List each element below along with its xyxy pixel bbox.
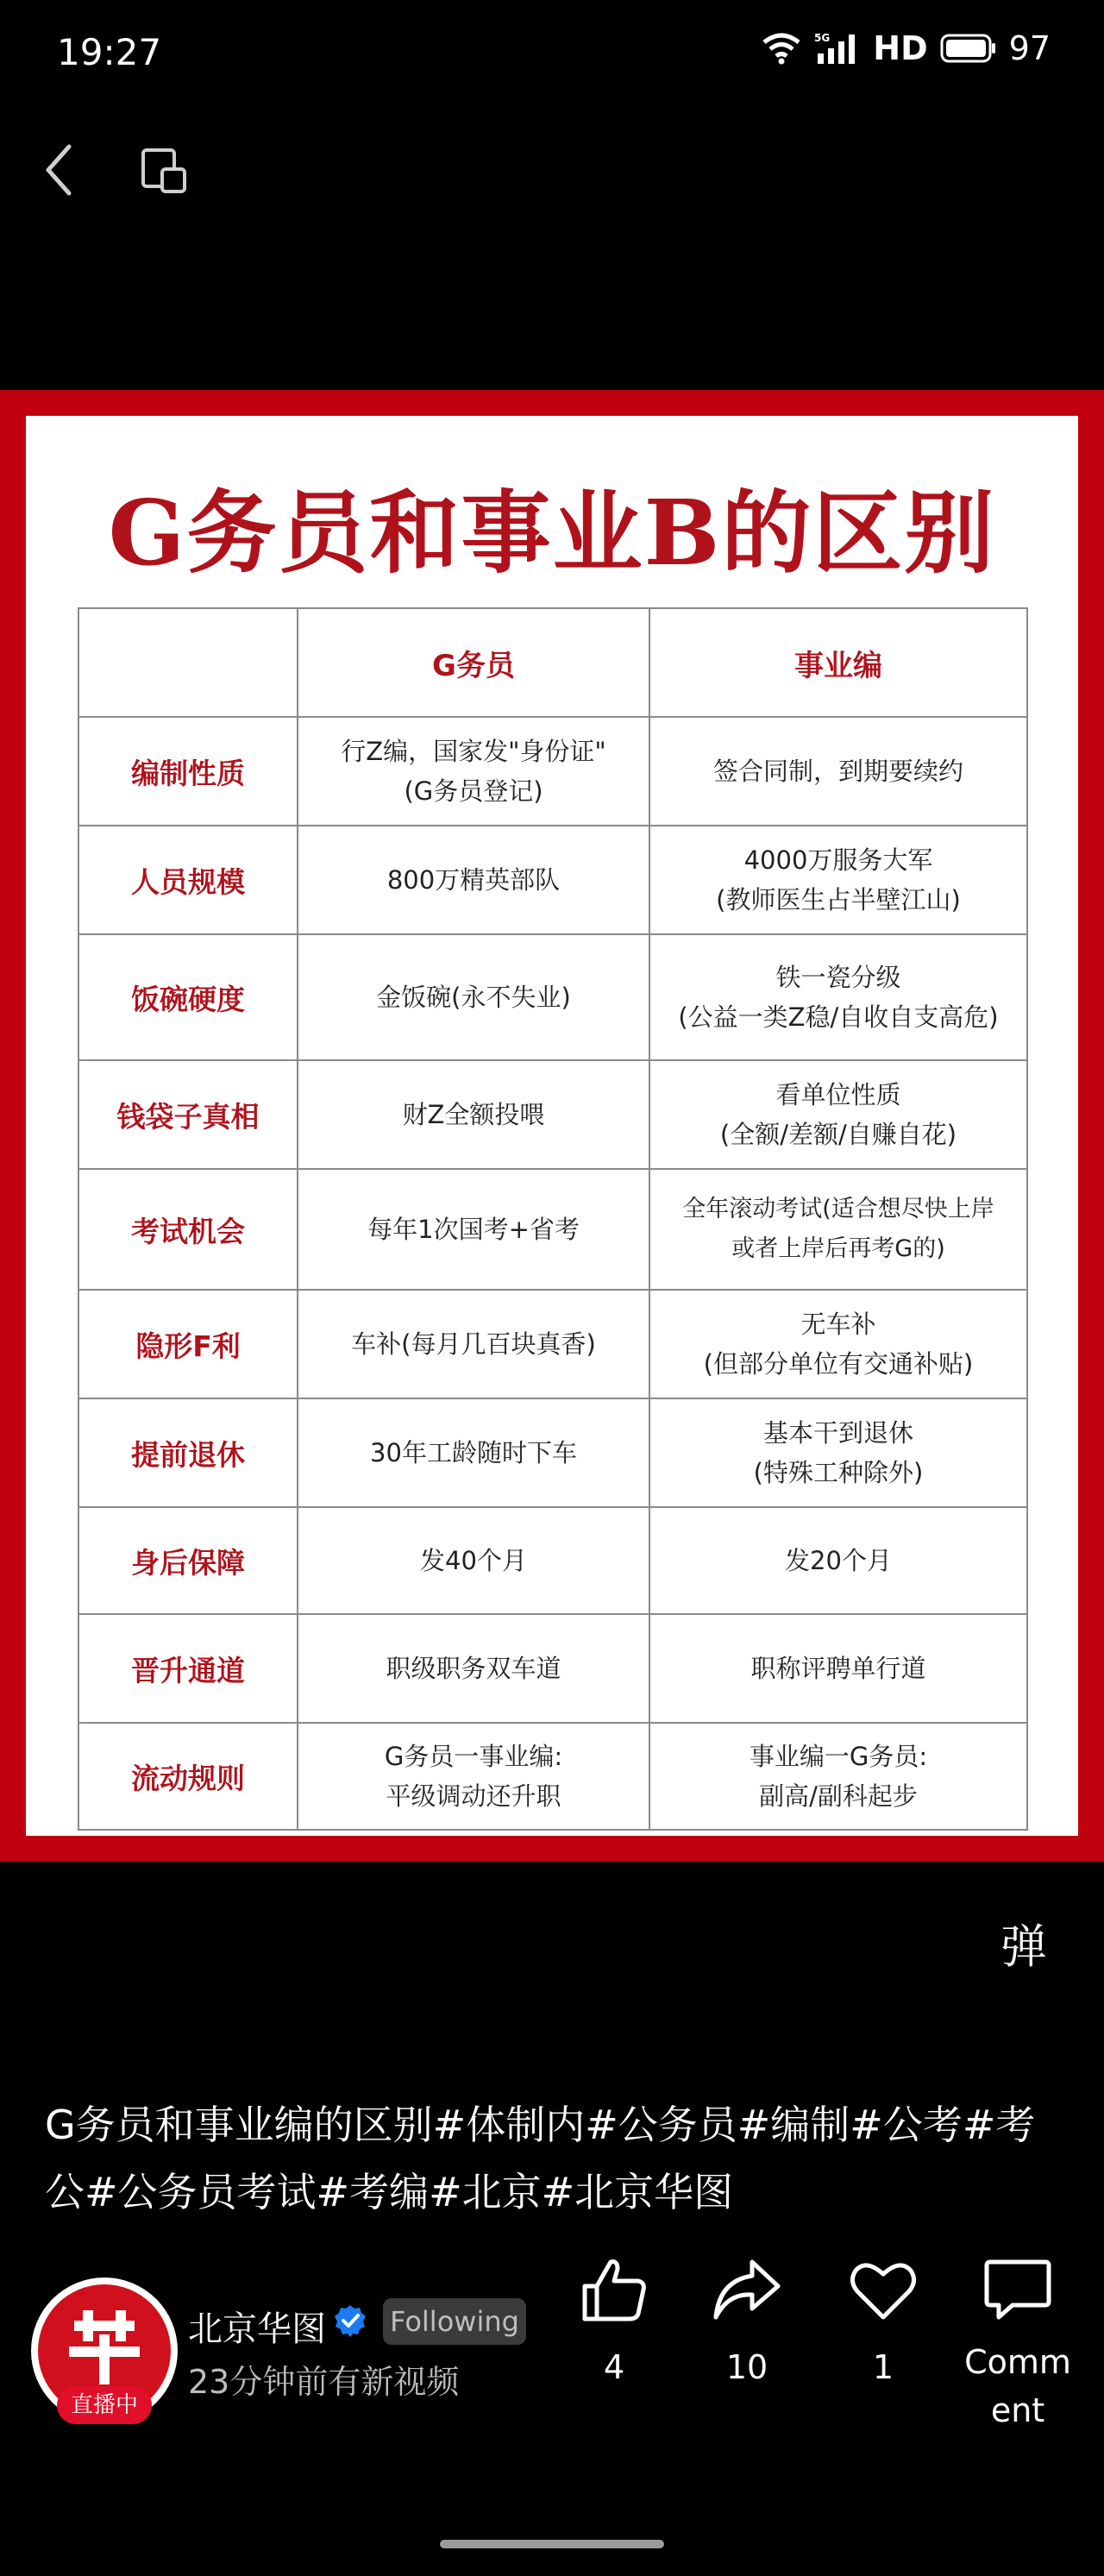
s-cell: 基本干到退休 (特殊工种除外): [649, 1398, 1027, 1507]
s-cell: 签合同制，到期要续约: [649, 717, 1027, 826]
g-cell: G务员一事业编: 平级调动还升职: [298, 1723, 649, 1830]
g-cell: 车补(每月几百块真香): [298, 1290, 649, 1398]
poster-card: [26, 416, 1078, 1836]
author-avatar[interactable]: [31, 2278, 178, 2424]
share-button[interactable]: [687, 2257, 807, 2386]
g-cell: 每年1次国考+省考: [298, 1169, 649, 1290]
row-label: 身后保障: [78, 1507, 298, 1614]
s-cell: 事业编一G务员: 副高/副科起步: [649, 1723, 1027, 1830]
row-label: 晋升通道: [78, 1614, 298, 1723]
home-indicator[interactable]: [440, 2540, 664, 2548]
g-cell: 职级职务双车道: [298, 1614, 649, 1723]
g-cell: 30年工龄随时下车: [298, 1398, 649, 1507]
share-arrow-icon: [712, 2257, 781, 2322]
signal-5g-icon: [814, 31, 861, 66]
table-row: [78, 934, 1027, 1060]
wifi-icon: [761, 32, 802, 65]
svg-text:5G: 5G: [814, 32, 831, 44]
author-update-note: 23分钟前有新视频: [188, 2363, 460, 2401]
row-label: 饭碗硬度: [78, 934, 298, 1060]
back-chevron-icon[interactable]: [34, 140, 86, 200]
table-row: [78, 1398, 1027, 1507]
share-count: 10: [725, 2348, 768, 2386]
status-icons: [761, 29, 1051, 67]
s-cell: 发20个月: [649, 1507, 1027, 1614]
s-cell: 4000万服务大军 (教师医生占半壁江山): [649, 826, 1027, 934]
comparison-table: [78, 607, 1028, 1831]
table-row: [78, 1614, 1027, 1723]
table-header-s: 事业编: [649, 608, 1027, 717]
table-row: [78, 1060, 1027, 1169]
video-poster[interactable]: [0, 390, 1104, 1862]
g-cell: 财Z全额投喂: [298, 1060, 649, 1169]
table-row: [78, 1169, 1027, 1290]
g-cell: 行Z编，国家发"身份证" (G务员登记): [298, 717, 649, 826]
huatu-logo-icon: [66, 2309, 143, 2386]
s-cell: 看单位性质 (全额/差额/自赚自花): [649, 1060, 1027, 1169]
comment-label: Comm ent: [964, 2343, 1071, 2429]
window-mode-icon[interactable]: [138, 145, 190, 197]
follow-button[interactable]: Following: [383, 2298, 526, 2345]
author-name[interactable]: 北京华图: [188, 2309, 326, 2349]
comment-bubble-icon: [983, 2257, 1052, 2322]
row-label: 考试机会: [78, 1169, 298, 1290]
battery-icon: [940, 33, 997, 64]
row-label: 钱袋子真相: [78, 1060, 298, 1169]
g-cell: 800万精英部队: [298, 826, 649, 934]
status-bar: [0, 0, 1104, 104]
table-row: [78, 826, 1027, 934]
thumbs-up-icon: [580, 2257, 649, 2322]
s-cell: 全年滚动考试(适合想尽快上岸 或者上岸后再考G的): [649, 1169, 1027, 1290]
comment-button[interactable]: [957, 2257, 1078, 2435]
table-row: [78, 717, 1027, 826]
live-badge: 直播中: [57, 2386, 152, 2424]
s-cell: 铁一瓷分级 (公益一类Z稳/自收自支高危): [649, 934, 1027, 1060]
row-label: 人员规模: [78, 826, 298, 934]
s-cell: 无车补 (但部分单位有交通补贴): [649, 1290, 1027, 1398]
table-header-g: G务员: [298, 608, 649, 717]
table-header-blank: [78, 608, 298, 717]
top-nav: [0, 129, 1104, 216]
row-label: 流动规则: [78, 1723, 298, 1830]
status-time: 19:27: [57, 31, 162, 73]
g-cell: 发40个月: [298, 1507, 649, 1614]
video-caption[interactable]: [45, 2091, 1063, 2226]
row-label: 提前退休: [78, 1398, 298, 1507]
table-row: [78, 1290, 1027, 1398]
caption-line: G务员和事业编的区别#体制内#公务员#编制#公考#考: [45, 2102, 1036, 2148]
like-button[interactable]: [554, 2257, 674, 2386]
favorite-button[interactable]: [823, 2257, 944, 2386]
network-type-label: HD: [873, 29, 928, 67]
battery-level: 97: [1008, 29, 1051, 67]
table-header-row: [78, 608, 1027, 717]
caption-line: 公#公务员考试#考编#北京#北京华图: [45, 2169, 734, 2215]
poster-title: G务员和事业B的区别: [108, 480, 996, 586]
row-label: 隐形F利: [78, 1290, 298, 1398]
heart-icon: [849, 2257, 918, 2322]
g-cell: 金饭碗(永不失业): [298, 934, 649, 1060]
verified-badge-icon: [333, 2303, 367, 2338]
s-cell: 职称评聘单行道: [649, 1614, 1027, 1723]
table-row: [78, 1723, 1027, 1830]
danmaku-toggle-button[interactable]: 弹: [1000, 1919, 1047, 1974]
favorite-count: 1: [872, 2348, 894, 2386]
row-label: 编制性质: [78, 717, 298, 826]
table-row: [78, 1507, 1027, 1614]
like-count: 4: [603, 2348, 625, 2386]
